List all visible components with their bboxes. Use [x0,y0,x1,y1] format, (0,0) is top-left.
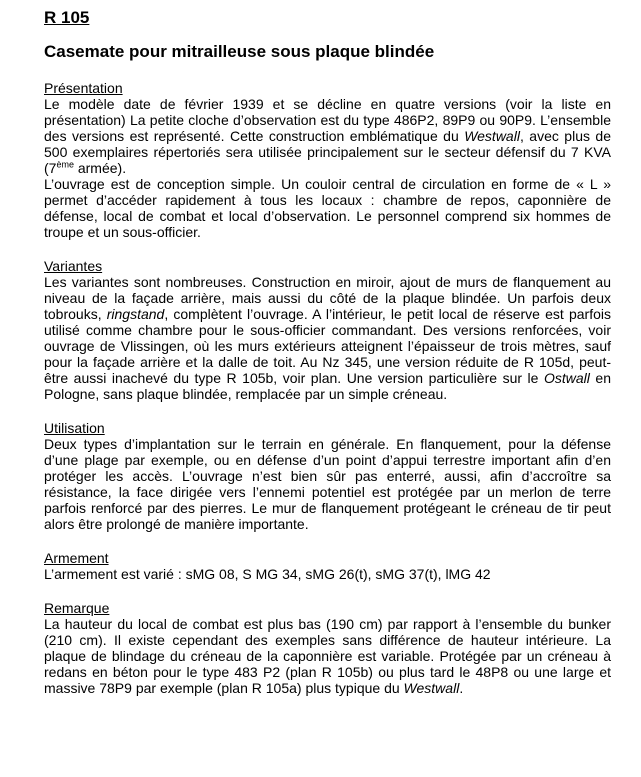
text-run: , avec plus de 500 exemplaires répertoriés sera utilisée principalement sur le secteur défensif du 7 KVA (7 [44,128,611,176]
text-run: en Pologne, sans plaque blindée, remplacée par un simple créneau. [44,370,611,402]
italic-term-westwall: Westwall [464,128,520,144]
text-run: Les variantes sont nombreuses. Construction en miroir, ajout de murs de flanquement au niveau de la façade arrière, mais aussi du côté de la plaque blindée. Un parfois deux tobrouks, [44,274,611,322]
section-variantes [44,258,611,402]
section-remarque [44,600,611,696]
section-heading-remarque: Remarque [44,600,110,616]
section-heading-presentation: Présentation [44,80,123,96]
text-run: La hauteur du local de combat est plus bas (190 cm) par rapport à l’ensemble du bunker (210 cm). Il existe cependant des exemples sans différence de hauteur intérieure. La plaque de blindage du créneau de la caponnière est variable. Protégée par un créneau à redans en béton pour le type 483 P2 (plan R 105b) ou plus tard le 48P8 ou une large et massive 78P9 par exemple (plan R 105a) plus typique du [44,616,611,696]
superscript-ordinal: ème [56,159,74,170]
text-run: . [459,680,464,696]
section-heading-utilisation: Utilisation [44,420,105,436]
document-title: Casemate pour mitrailleuse sous plaque blindée [44,42,435,61]
paragraph-armement: L’armement est varié : sMG 08, S MG 34, sMG 26(t), sMG 37(t), lMG 42 [44,566,491,582]
paragraph-utilisation: Deux types d’implantation sur le terrain en générale. En flanquement, pour la défense d’une plage par exemple, ou en défense d’un point d’appui terrestre important afin d’en protéger les accès. L’ouvrage n’est bien sûr pas enterré, aussi, afin d’accroître sa résistance, la face dirigée vers l’ennemi potentiel est protégée par un merlon de terre parfois renforcé par des pierres. Le mur de flanquement protégeant le créneau de tir peut alors être prolongé de manière importante. [44,436,611,532]
section-utilisation [44,420,611,532]
italic-term-westwall: Westwall [403,680,460,696]
section-heading-armement: Armement [44,550,109,566]
paragraph-remarque [44,616,611,696]
text-run: armée). [73,160,127,176]
italic-term-ringstand: ringstand [106,306,165,322]
text-run: Le modèle date de février 1939 et se décline en quatre versions (voir la liste en présentation) La petite cloche d’observation est du type 486P2, 89P9 ou 90P9. L’ensemble des versions est représenté. Cette construction emblématique du [44,96,611,144]
document-page [44,0,611,696]
text-run: , complètent l’ouvrage. A l’intérieur, le petit local de réserve est parfois utilisé comme chambre pour le sous-officier commandant. Des versions renforcées, voir ouvrage de Vlissingen, où les murs extérieurs atteignent l’épaisseur de trois mètres, sauf pour la façade arrière et la dalle de toit. Au Nz 345, une version réduite de R 105d, peut-être aussi inachevé du type R 105b, voir plan. Une version particulière sur le [44,306,611,386]
document-code: R 105 [44,8,90,27]
italic-term-ostwall: Ostwall [543,370,590,386]
section-presentation [44,80,611,240]
section-heading-variantes: Variantes [44,258,103,274]
paragraph-presentation-2: L’ouvrage est de conception simple. Un couloir central de circulation en forme de « L » permet d’accéder rapidement à tous les locaux : chambre de repos, caponnière de défense, local de combat et local d’observation. Le personnel comprend six hommes de troupe et un sous-officier. [44,176,611,240]
section-armement [44,550,611,582]
paragraph-variantes [44,274,611,402]
paragraph-presentation-1 [44,96,611,176]
